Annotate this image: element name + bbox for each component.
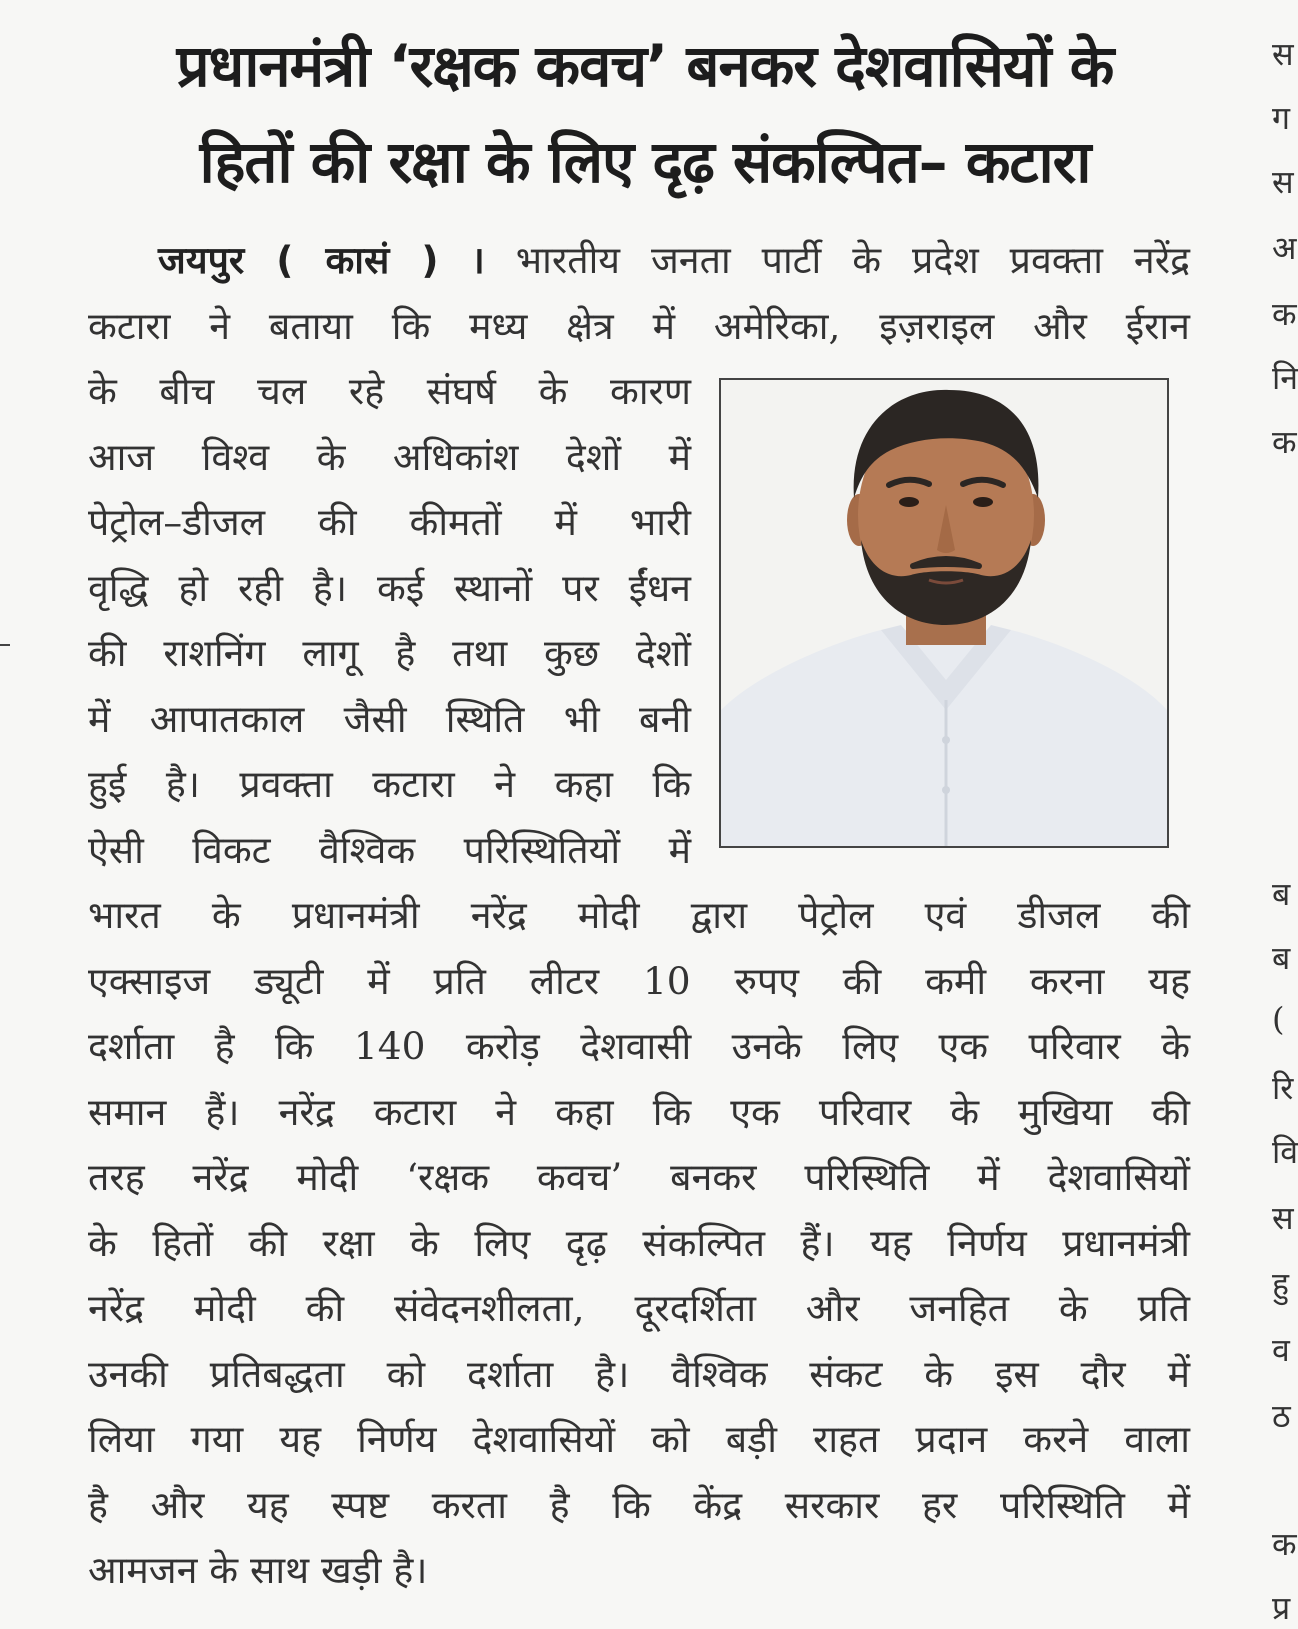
- portrait-photo: [719, 378, 1169, 848]
- edge-char: (: [1272, 1000, 1285, 1038]
- article-line-5: पेट्रोल–डीजल की कीमतों में भारी: [88, 500, 691, 544]
- article-line-2: कटारा ने बताया कि मध्य क्षेत्र में अमेरिका, इज़राइल और ईरान: [88, 303, 1190, 348]
- article-line-17: नरेंद्र मोदी की संवेदनशीलता, दूरदर्शिता और जनहित के प्रति: [88, 1286, 1190, 1330]
- article-line-3: के बीच चल रहे संघर्ष के कारण: [88, 369, 691, 413]
- edge-char: क: [1272, 423, 1297, 461]
- article-line-6: वृद्धि हो रही है। कई स्थानों पर ईंधन: [88, 565, 691, 610]
- article-line-14: समान हैं। नरेंद्र कटारा ने कहा कि एक परिवार के मुखिया की: [88, 1089, 1190, 1134]
- article-line-13: दर्शाता है कि 140 करोड़ देशवासी उनके लिए एक परिवार के: [88, 1024, 1190, 1068]
- article-line-12: एक्साइज ड्यूटी में प्रति लीटर 10 रुपए की कमी करना यह: [88, 958, 1190, 1003]
- article-line-15: तरह नरेंद्र मोदी ‘रक्षक कवच’ बनकर परिस्थिति में देशवासियों: [88, 1155, 1190, 1199]
- headline: [90, 18, 1200, 210]
- edge-char: नि: [1272, 359, 1298, 397]
- edge-char: ठ: [1272, 1397, 1291, 1435]
- edge-char: व: [1272, 1331, 1290, 1369]
- edge-char: क: [1272, 1525, 1297, 1563]
- edge-char: ब: [1272, 939, 1291, 977]
- article-line-21: आमजन के साथ खड़ी है।: [88, 1548, 428, 1592]
- portrait-illustration: [721, 380, 1167, 846]
- edge-char: ब: [1272, 875, 1291, 913]
- article-line-1: जयपुर ( कासं ) । भारतीय जनता पार्टी के प्रदेश प्रवक्ता नरेंद्र: [158, 238, 1190, 282]
- article-line-19: लिया गया यह निर्णय देशवासियों को बड़ी राहत प्रदान करने वाला: [88, 1417, 1190, 1461]
- edge-char: अ: [1272, 229, 1297, 267]
- edge-char: ग: [1272, 99, 1291, 137]
- margin-tick: [0, 644, 10, 646]
- article-line-10: ऐसी विकट वैश्विक परिस्थितियों में: [88, 827, 691, 872]
- article-line-8: में आपातकाल जैसी स्थिति भी बनी: [88, 696, 691, 741]
- edge-char: रि: [1272, 1069, 1294, 1107]
- article-line-18: उनकी प्रतिबद्धता को दर्शाता है। वैश्विक संकट के इस दौर में: [88, 1351, 1190, 1396]
- edge-char: स: [1272, 35, 1294, 73]
- article-line-9: हुई है। प्रवक्ता कटारा ने कहा कि: [88, 762, 691, 806]
- headline-line-1: प्रधानमंत्री ‘रक्षक कवच’ बनकर देशवासियों के: [176, 32, 1114, 100]
- article-line-11: भारत के प्रधानमंत्री नरेंद्र मोदी द्वारा पेट्रोल एवं डीजल की: [88, 893, 1190, 937]
- edge-char: क: [1272, 295, 1297, 333]
- adjacent-column-edge: [1266, 0, 1298, 1627]
- article-line-16: के हितों की रक्षा के लिए दृढ़ संकल्पित हैं। यह निर्णय प्रधानमंत्री: [88, 1220, 1190, 1265]
- edge-char: स: [1272, 163, 1294, 201]
- edge-char: हु: [1272, 1265, 1289, 1303]
- edge-char: वि: [1272, 1133, 1298, 1171]
- article-line-20: है और यह स्पष्ट करता है कि केंद्र सरकार हर परिस्थिति में: [88, 1482, 1190, 1527]
- article-line-7: की राशनिंग लागू है तथा कुछ देशों: [88, 631, 691, 675]
- edge-char: प्र: [1272, 1589, 1291, 1627]
- edge-char: स: [1272, 1199, 1294, 1237]
- headline-line-2: हितों की रक्षा के लिए दृढ़ संकल्पित– कटारा: [199, 128, 1091, 196]
- article-line-4: आज विश्व के अधिकांश देशों में: [88, 434, 691, 479]
- dateline: जयपुर ( कासं ) ।: [158, 238, 485, 282]
